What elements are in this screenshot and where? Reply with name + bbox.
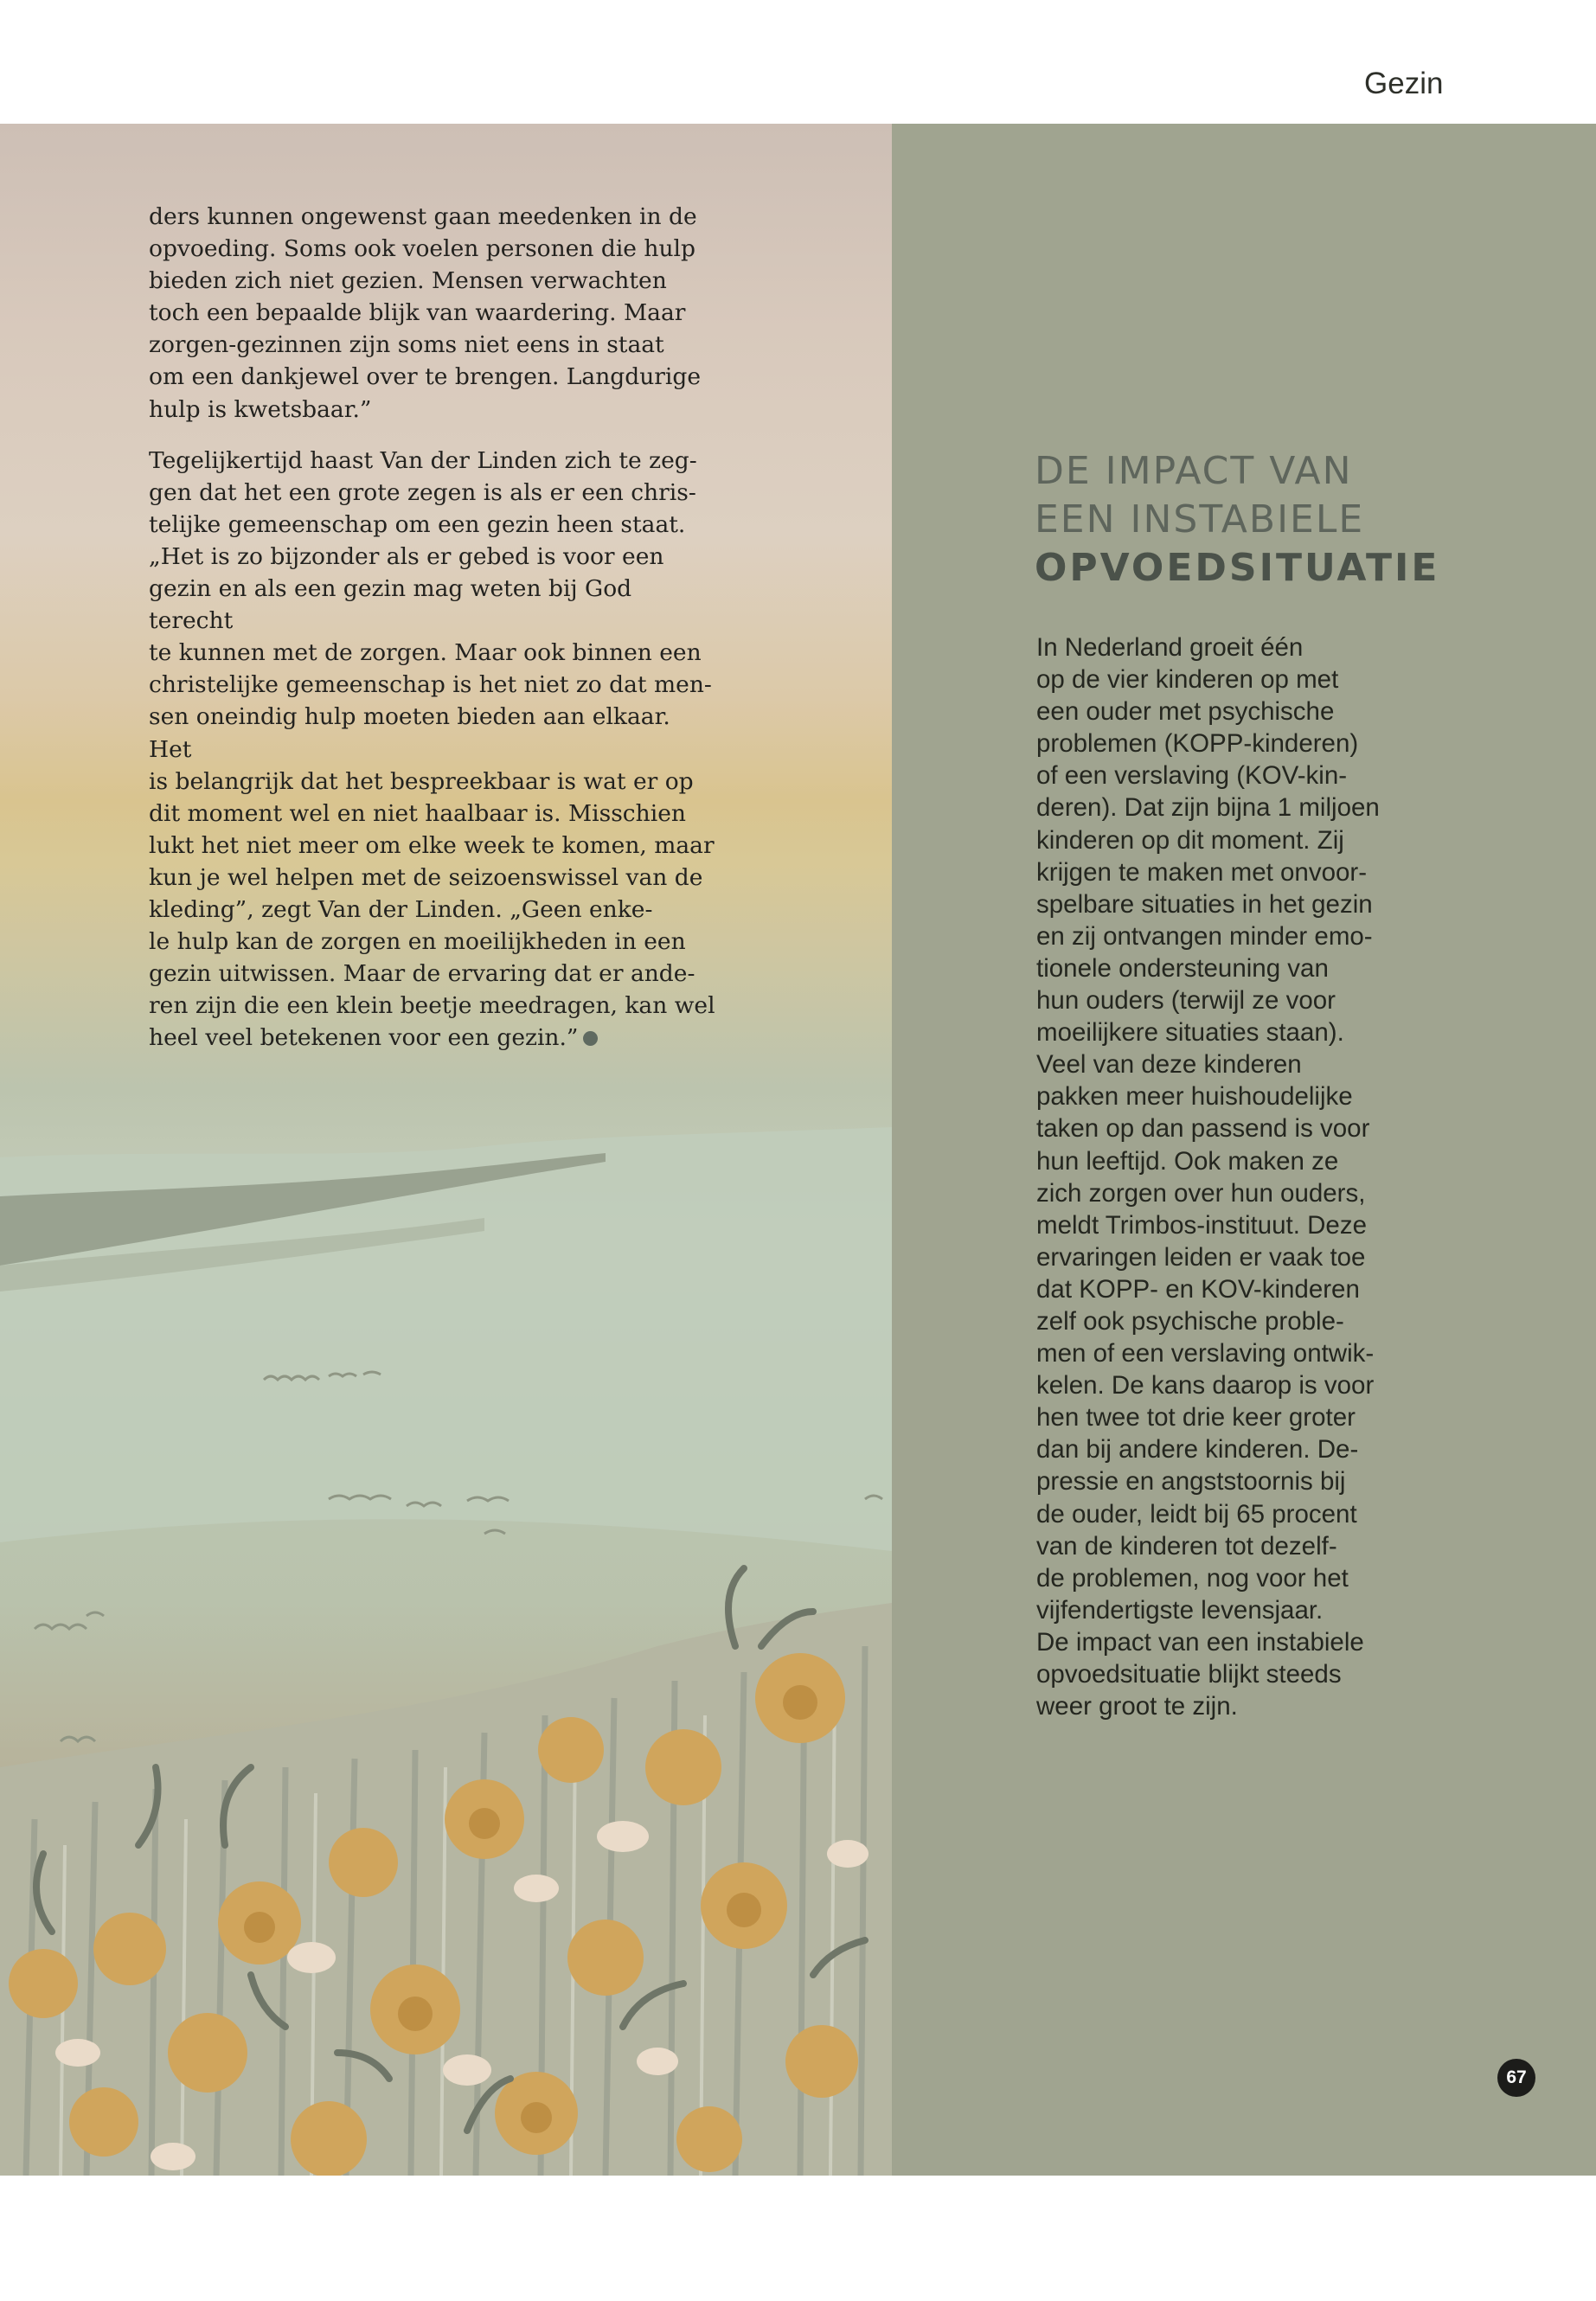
sidebar-title-line: EEN INSTABIELE — [1035, 497, 1365, 542]
page-number-badge: 67 — [1497, 2059, 1535, 2097]
sidebar-title-emphasis: OPVOEDSITUATIE — [1035, 546, 1440, 590]
sidebar-title — [1035, 447, 1484, 593]
article-paragraph: ders kunnen ongewenst gaan meedenken in de opvoeding. Soms ook voelen personen die hulp bieden zich niet gezien. Mensen verwachten toch een bepaalde blijk van waardering. Maar zorgen-gezinnen zijn soms niet eens in staat om een dankjewel over te brengen. Langdurige hulp is kwetsbaar.” — [149, 203, 702, 423]
sidebar-body: In Nederland groeit één op de vier kinderen op met een ouder met psychische problemen (KOPP-kinderen) of een verslaving (KOV-kin- deren). Dat zijn bijna 1 miljoen kinderen op dit moment. Zij krijgen te maken met onvoor- spelbare situaties in het gezin en zij ontvangen minder emo- tionele ondersteuning van hun ouders (terwijl ze voor moeilijkere situaties staan). Veel van deze kinderen pakken meer huishoudelijke taken op dan passend is voor hun leeftijd. Ook maken ze zich zorgen over hun ouders, meldt Trimbos-instituut. Deze ervaringen leiden er vaak toe dat KOPP- en KOV-kinderen zelf ook psychische proble- men of een verslaving ontwik- kelen. De kans daarop is voor hen twee tot drie keer groter dan bij andere kinderen. De- pressie en angststoornis bij de ouder, leidt bij 65 procent van de kinderen tot dezelf- de problemen, nog voor het vijfendertigste levensjaar. De impact van een instabiele opvoedsituatie blijkt steeds weer groot te zijn. — [1036, 633, 1380, 1721]
section-label: Gezin — [1364, 67, 1444, 100]
article-paragraph-text: Tegelijkertijd haast Van der Linden zich te zeg- gen dat het een grote zegen is als er een chris- telijke gemeenschap om een gezin heen staat. „Het is zo bijzonder als er gebed is voor een gezin en als een gezin mag weten bij God terecht te kunnen met de zorgen. Maar ook binnen een christelijke gemeenschap is het niet zo dat men- sen oneindig hulp moeten bieden aan elkaar. Het is belangrijk dat het bespreekbaar is wat er op dit moment wel en niet haalbaar is. Misschien lukt het niet meer om elke week te komen, maar kun je wel helpen met de seizoenswissel van de kleding”, zegt Van der Linden. „Geen enke- le hulp kan de zorgen en moeilijkheden in een gezin uitwissen. Maar de ervaring dat er ande- ren zijn die een klein beetje meedragen, kan wel heel veel betekenen voor een gezin.” — [149, 446, 715, 1052]
end-mark-icon — [583, 1031, 598, 1046]
article-body — [149, 201, 720, 1073]
sidebar-title-line: DE IMPACT VAN — [1035, 449, 1353, 493]
article-paragraph-closing — [149, 445, 720, 1054]
